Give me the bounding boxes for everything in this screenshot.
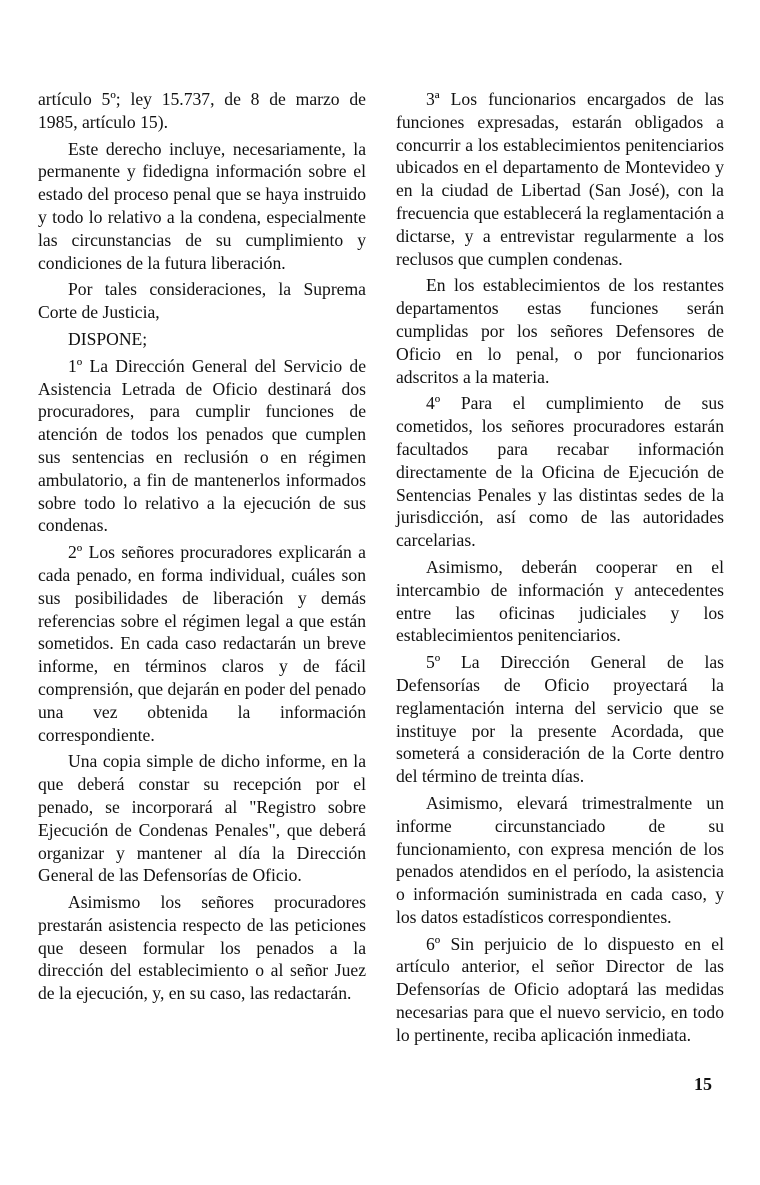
paragraph-asistencia: Asimismo los señores procuradores prestarán asistencia respecto de las peticiones que deseen formular los penados a la dirección del establecimiento o al señor Juez de la ejecución, y, en su caso, las redactarán. xyxy=(38,892,366,1004)
paragraph-article-5: 5º La Dirección General de las Defensorías de Oficio proyectará la reglamentación interna del servicio que se instituye por la presente Acordada, que someterá a consideración de la Corte dentro del término de treinta días. xyxy=(396,652,724,787)
paragraph-consideraciones: Por tales consideraciones, la Suprema Corte de Justicia, xyxy=(38,279,366,323)
paragraph-dispone: DISPONE; xyxy=(68,328,148,349)
paragraph-derecho: Este derecho incluye, necesariamente, la permanente y fidedigna información sobre el estado del proceso penal que se haya instruido y todo lo relativo a la condena, especialmente las circunstancias de su cumplimiento y condiciones de la futura liberación. xyxy=(38,138,366,273)
paragraph-copia: Una copia simple de dicho informe, en la que deberá constar su recepción por el penado, se incorporará al "Registro sobre Ejecución de Condenas Penales", que deberá organizar y mantener al día la Dirección General de las Defensorías de Oficio. xyxy=(38,751,366,886)
page-number: 15 xyxy=(694,1074,712,1094)
left-column xyxy=(38,88,366,1009)
paragraph-restantes: En los establecimientos de los restantes departamentos estas funciones serán cumplidas por los señores Defensores de Oficio en lo penal, o por funcionarios adscritos a la materia. xyxy=(396,275,724,387)
paragraph-article-6: 6º Sin perjuicio de lo dispuesto en el artículo anterior, el señor Director de las Defensorías de Oficio adoptará las medidas necesarias para que el nuevo servicio, en todo lo pertinente, reciba aplicación inmediata. xyxy=(396,933,724,1045)
paragraph-article-1: 1º La Dirección General del Servicio de Asistencia Letrada de Oficio destinará dos procuradores, para cumplir funciones de atención de todos los penados que cumplen sus sentencias en reclusión o en régimen ambulatorio, a fin de mantenerlos informados sobre todo lo relativo a la ejecución de sus condenas. xyxy=(38,355,366,536)
right-column xyxy=(396,88,724,1051)
paragraph-article-3: 3ª Los funcionarios encargados de las funciones expresadas, estarán obligados a concurrir a los establecimientos penitenciarios ubicados en el departamento de Montevideo y en la ciudad de Libertad (San José), con la frecuencia que establecerá la reglamentación a dictarse, y a entrevistar regularmente a los reclusos que cumplen condenas. xyxy=(396,89,724,269)
paragraph-trimestral: Asimismo, elevará trimestralmente un informe circunstanciado de su funcionamiento, con expresa mención de los penados atendidos en el período, la asistencia o información suministrada en cada caso, y los datos estadísticos correspondientes. xyxy=(396,792,724,927)
paragraph-article-4: 4º Para el cumplimiento de sus cometidos, los señores procuradores estarán facultados para recabar información directamente de la Oficina de Ejecución de Sentencias Penales y las distintas sedes de la jurisdicción, así como de las autoridades carcelarias. xyxy=(396,393,724,551)
paragraph-cooperar: Asimismo, deberán cooperar en el intercambio de información y antecedentes entre las oficinas judiciales y los establecimientos penitenciarios. xyxy=(396,556,724,646)
paragraph-article-2: 2º Los señores procuradores explicarán a cada penado, en forma individual, cuáles son sus posibilidades de liberación y demás referencias sobre el régimen legal a que están sometidos. En cada caso redactarán un breve informe, en términos claros y de fácil comprensión, que dejarán en poder del penado una vez obtenida la información correspondiente. xyxy=(38,542,366,745)
paragraph-continuation: artículo 5º; ley 15.737, de 8 de marzo de 1985, artículo 15). xyxy=(38,89,366,132)
